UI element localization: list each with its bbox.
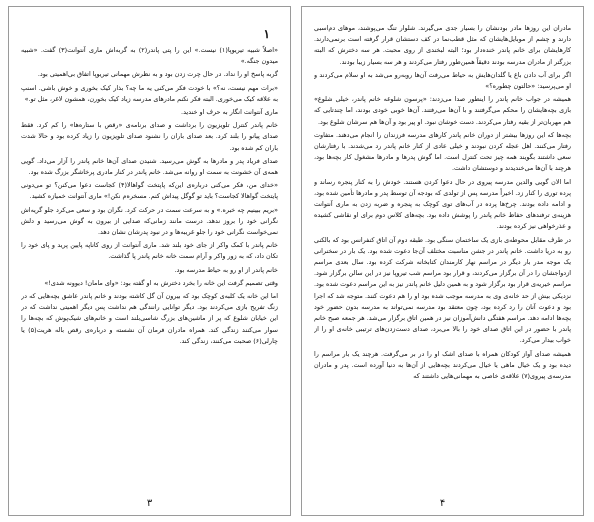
right-page-text: [314, 23, 571, 493]
paragraph: بچه‌ها که این روزها بیشتر از دوران خانم پاندر کارهای مدرسه فرزندان را انجام می‌دهند. متفاوت رفتار می‌کنند. اهل عجله کردن نبودند و خیلی عادی از کنار خانم پاندر رد می‌شدند. با رفتارشان سعی داشتند بگویند همه چیز تحت کنترل است. اما گوش پدرها و مادرها مشغول کار بچه‌ها بود، هرچند با آن‌ها می‌خندیدند و دوستشان داشت.: [314, 130, 571, 173]
page-number: ۳: [146, 498, 153, 509]
paragraph: اما الان گویی والدین مدرسه پیروی در حال دعوا کردن هستند. خودش را به کنار پنجره رساند و پرده توری را کنار زد. اخیراً مدرسه پس از تولدی که بودجه آن توسط پدر و مادرها تأمین شده بود، و ادامه داده بودند. چرخ‌ها پرده در آب‌های توی کوچک به پنجره و ضربه زدن به ماری آنتوانت هزینه‌ی ترفندهای حفاظ خانم پاندر را پوشش داده بود. بچه‌های کلاس دوم برای او نقاشی کشیده و عذرخواهی نیز کرده بودند.: [314, 177, 571, 231]
paragraph: خانم پاندر کنترل تلویزیون را برداشت و صدای برنامه‌ی «رقص با ستاره‌ها» را کم کرد. فقط صدای پیانو را بلند کرد. بعد صدای باران را نشنود صدای تلویزیون را زیاد کرده بود و حالا شدت باران کم شده بود.: [21, 121, 278, 152]
paragraph: گربه پاسخ او را نداد. در حال چرت زدن بود و به نظرش مهمانی تیریوپا اتفاق بی‌اهمیتی بود.: [37, 70, 278, 79]
paragraph: «خدای من، فکر می‌کنی درباره‌ی این‌که پاپتخت گواهالا(۴) کجاست دعوا می‌کنن؟ تو می‌دونی پایتخت گواهالا کجاست؟ باید تو گوگل پیداش کنم. مسخره‌م نکن!» ماری آنتوانت خمیازه کشید.: [21, 181, 278, 201]
left-page: [8, 6, 291, 516]
paragraph: «برات مهم نیست، نه؟» با خودت فکر می‌کنی یه ما چه؟ بذار کیک بخوری و خوش باشی. اسنپ به علاقه کیک می‌خوری. البته فکر نکنم مادرهای مدرسه زیاد کیک بخورن، همشون لاغر، مثل تو.»: [21, 83, 278, 103]
paragraph: «اصلاً شبیه تیریوپا(۱) نیست.» این را پتی پاندر(۲) به گربه‌اش ماری آنتوانت(۳) گفت. «شبیه میدون جنگه.»: [21, 46, 278, 66]
left-page-text: [21, 45, 278, 493]
paragraph: خانم پاندر از او رو به حیاط مدرسه بود.: [174, 265, 278, 274]
right-page: [301, 6, 584, 516]
paragraph: همیشه در جواب خانم پاندر را اینطور صدا می‌زدند: «پرسون شلوغه خانم پاندر، خیلی شلوغ» بازی بچه‌هایشان را محکم می‌گرفتند و با آن‌ها می‌رفتند. آن‌ها خوبی خودی بودند، اما چندتایی که هم مهربان‌تر از بقیه رفتار می‌کردند. دست خوشان نبود. او پیر بود و آن‌ها هم سرشان شلوغ بود.: [314, 95, 571, 126]
paragraph: اما این خانه یک کلبه‌ی کوچک بود که بیرون آن گل کاشته بودند و خانم پاندر عاشق بچه‌هایی که در زنگ تفریح بازی می‌کردند بود. دیگر توانایی رانندگی هم نداشت پس دیگر اهمیتی نداشت که در این خیابان شلوغ که پر از ماشین‌های بزرگ شاسی‌بلند است و خانم‌های شیک‌پوش که بچه‌ها را سوار می‌کنند زندگی کند. همراه مادران فرمان آن نشسته و درباره‌ی رقص باله هریت(۵) یا چارلی(۶) صحبت می‌کنند، زندگی کند.: [21, 292, 278, 345]
paragraph: ماری آنتوانت انگار به حرف او خندید.: [181, 108, 278, 117]
paragraph: صدای فریاد پدر و مادرها به گوش می‌رسید. شنیدن صدای آن‌ها خانم پاندر را آزار می‌داد. گویی همه‌ی آن خشونت به سمت او روانه می‌شد. خانم پاندر در کنار مادری پرخاشگر بزرگ شده بود.: [21, 156, 278, 177]
paragraph: «بریم ببینیم چه خبره.» و به سرعت سمت در حرکت کرد. نگران بود و سعی می‌کرد جلو گریه‌اش نگرانی خود را بروز ندهد. درست مانند زمانی‌که صدایی از بیرون به گوش می‌رسید و دلش نمی‌خواست نگرانی خود را جلو غریبه‌ها و در نبود پدرشان نشان دهد.: [21, 205, 278, 237]
paragraph: خانم پاندر با کمک واکر از جای خود بلند شد. ماری آنتوانت از روی کاناپه پایین پرید و پای خود را تکان داد، که به زور واکر و آرام سمت خانه خانم پاندر پا گذاشت.: [21, 241, 278, 261]
chapter-number: ۱: [263, 27, 270, 41]
paragraph: همیشه صدای آواز کودکان همراه با صدای اشک او را در بر می‌گرفت. هرچند یک بار مراسم را دیده بود و یک خیال ماهی یا خیال می‌کردند بچه‌هایی از آن‌ها به دنیا آورده است. پدر و مادران مدرسه‌ی پیروی(۷) علاقه‌ی خاصی به مهمانی‌هایی داشتند که: [314, 349, 571, 381]
paragraph: مادران این روزها مادر بودنشان را بسیار جدی می‌گیرند. شلوار تنگ می‌پوشند، موهای دم‌اسبی دارند و چشم از موبایل‌هایشان که مثل قطب‌نما در کف دستشان قرار گرفته است برنمی‌دارند. کارهایشان برای خانم پاندر خنده‌دار بود؛ البته لبخندی از روی محبت. هر سه دخترش که البته بزرگتر از مادران مدرسه بودند دقیقاً همین‌طور رفتار می‌کردند و هر سه بسیار زیبا بودند.: [314, 24, 571, 66]
paragraph: وقتی تصمیم گرفت این خانه را بخرد دخترش به او گفته بود: «وای مامان! دیوونه شدی!»: [44, 278, 278, 287]
page-number: ۴: [439, 498, 446, 509]
paragraph: اگر برای آب دادن باغ یا گلدان‌هایش به حیاط می‌رفت آن‌ها روبه‌رو می‌شد به او سلام می‌کردند و او می‌پرسید: «حالتون چطوره؟»: [314, 70, 571, 91]
paragraph: در طرف مقابل محوطه‌ی بازی یک ساختمان سنگی بود. طبقه دوم آن اتاق کنفرانس بود که بالکنی رو به دریا داشت. خانم پاندر در جشن مناسبت مختلف آن‌جا دعوت شده بود. یک بار در سخنرانی یک موجه مدر بار دیگر در مراسم نهار کارمندان کتابخانه شرکت کرده بود. سال بعدی مراسم ازدواجشان را در آن برگزار می‌کردند، و قرار بود مراسم شب تیروپا نیز در این سالن برگزار شود. مراسم خیریه‌ی قرار بود برگزار شود و به همین دلیل خانم پاندر نیز به این مراسم دعوت شده بود. نزدیکی بیش از حد خانه‌ی وی به مدرسه موجب شده بود او را هم دعوت کنند. متوجه شد که اجرا بود و دعوت آنان را رد کرده بود، چون معتقد بود مدرسه نمی‌تواند به مدرسه بدون حضور خود بچه‌ها ادامه دهد. مراسم هفتگی دانش‌آموزان نیز در همین اتاق برگزار می‌شد. هر جمعه صبح خانم پاندر با حضور در این اتاق صدای خود را بالا می‌برد، صدای دست‌زدن‌های ترتیبی خانه‌ی او را از خواب بیدار می‌کرد.: [314, 235, 571, 345]
